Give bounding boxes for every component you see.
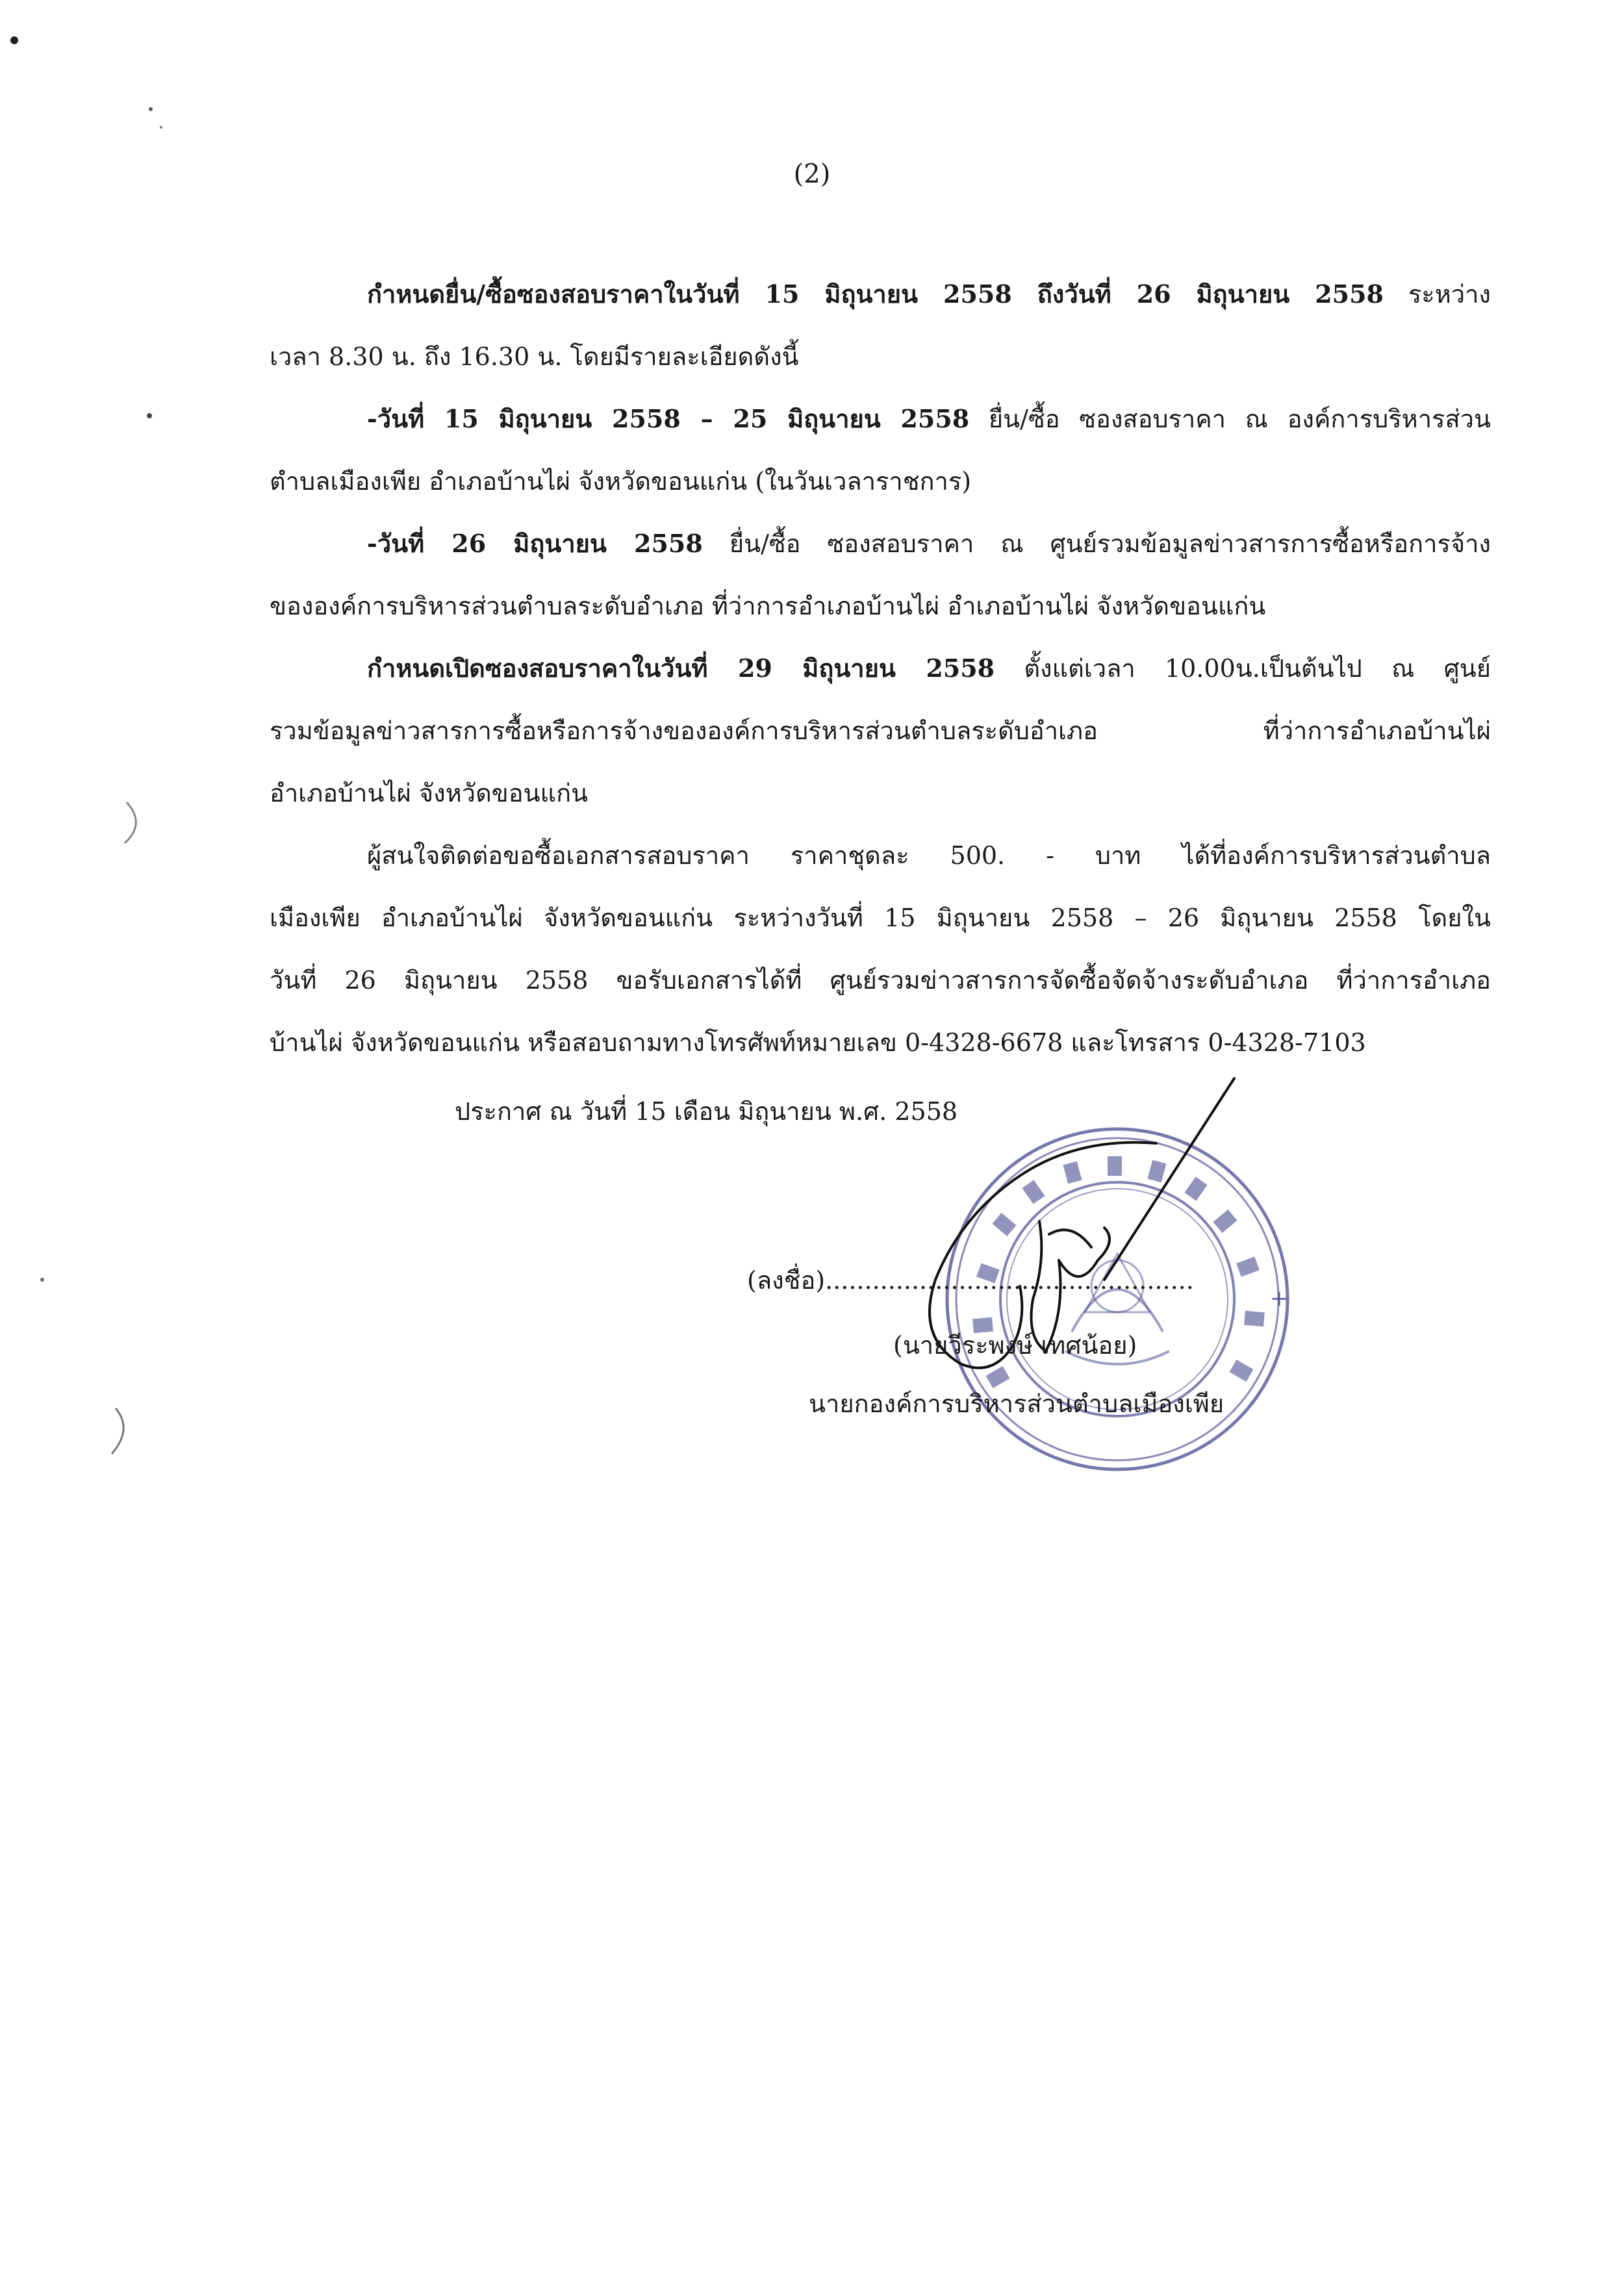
paragraph-date-range-1 (270, 388, 1491, 513)
paragraph-line: เมืองเพีย อำเภอบ้านไผ่ จังหวัดขอนแก่น ระหว่างวันที่ 15 มิถุนายน 2558 – 26 มิถุนายน 2558 โดยใน (270, 904, 1491, 932)
svg-text:+: + (1270, 1286, 1289, 1312)
bold-text: กำหนดยื่น/ซื้อซองสอบราคาในวันที่ 15 มิถุนายน 2558 ถึงวันที่ 26 มิถุนายน 2558 (367, 279, 1384, 309)
text: ยื่น/ซื้อ ซองสอบราคา ณ ศูนย์รวมข้อมูลข่าวสารการซื้อหรือการจ้าง (729, 529, 1491, 558)
paragraph-contact-info (270, 824, 1491, 1074)
paragraph-line (270, 637, 1491, 700)
paragraph-date-range-2 (270, 513, 1491, 637)
paragraph-line: บ้านไผ่ จังหวัดขอนแก่น หรือสอบถามทางโทรศัพท์หมายเลข 0-4328-6678 และโทรสาร 0-4328-7103 (270, 1028, 1366, 1057)
paragraph-line: อำเภอบ้านไผ่ จังหวัดขอนแก่น (270, 779, 589, 807)
signer-title: นายกองค์การบริหารส่วนตำบลเมืองเพีย (809, 1389, 1224, 1418)
text: ระหว่าง (1408, 280, 1491, 309)
bold-text: -วันที่ 15 มิถุนายน 2558 – 25 มิถุนายน 2558 (367, 404, 970, 433)
paragraph-line: ขององค์การบริหารส่วนตำบลระดับอำเภอ ที่ว่าการอำเภอบ้านไผ่ อำเภอบ้านไผ่ จังหวัดขอนแก่น (270, 592, 1266, 620)
page-number: (2) (793, 159, 831, 189)
text: ยื่น/ซื้อ ซองสอบราคา ณ องค์การบริหารส่วน (988, 405, 1491, 433)
paragraph-line: ผู้สนใจติดต่อขอซื้อเอกสารสอบราคา ราคาชุดละ 500. - บาท ได้ที่องค์การบริหารส่วนตำบล (367, 841, 1491, 870)
paragraph-line: รวมข้อมูลข่าวสารการซื้อหรือการจ้างขององค์การบริหารส่วนตำบลระดับอำเภอ ที่ว่าการอำเภอบ้านไผ่ (270, 717, 1491, 745)
announcement-date: ประกาศ ณ วันที่ 15 เดือน มิถุนายน พ.ศ. 2558 (455, 1097, 958, 1126)
paragraph-line (270, 263, 1491, 325)
paragraph-line: ตำบลเมืองเพีย อำเภอบ้านไผ่ จังหวัดขอนแก่น (ในวันเวลาราชการ) (270, 467, 972, 496)
text: ตั้งแต่เวลา 10.00น.เป็นต้นไป ณ ศูนย์ (1024, 654, 1491, 683)
paragraph-line: วันที่ 26 มิถุนายน 2558 ขอรับเอกสารได้ที่ ศูนย์รวมข่าวสารการจัดซื้อจัดจ้างระดับอำเภอ ที่ว่าการอำเภอ (270, 966, 1491, 995)
bold-text: -วันที่ 26 มิถุนายน 2558 (367, 529, 703, 558)
paragraph-submission-period (270, 263, 1491, 388)
signature-label: (ลงชื่อ)............................................... (747, 1266, 1194, 1295)
bold-text: กำหนดเปิดซองสอบราคาในวันที่ 29 มิถุนายน 2558 (367, 653, 995, 683)
paragraph-line (270, 513, 1491, 575)
paragraph-line (270, 388, 1491, 450)
paragraph-line: เวลา 8.30 น. ถึง 16.30 น. โดยมีรายละเอียดดังนี้ (270, 342, 799, 371)
signer-name: (นายวีระพงษ์ เทศน้อย) (893, 1331, 1137, 1360)
paragraph-bid-opening (270, 637, 1491, 824)
